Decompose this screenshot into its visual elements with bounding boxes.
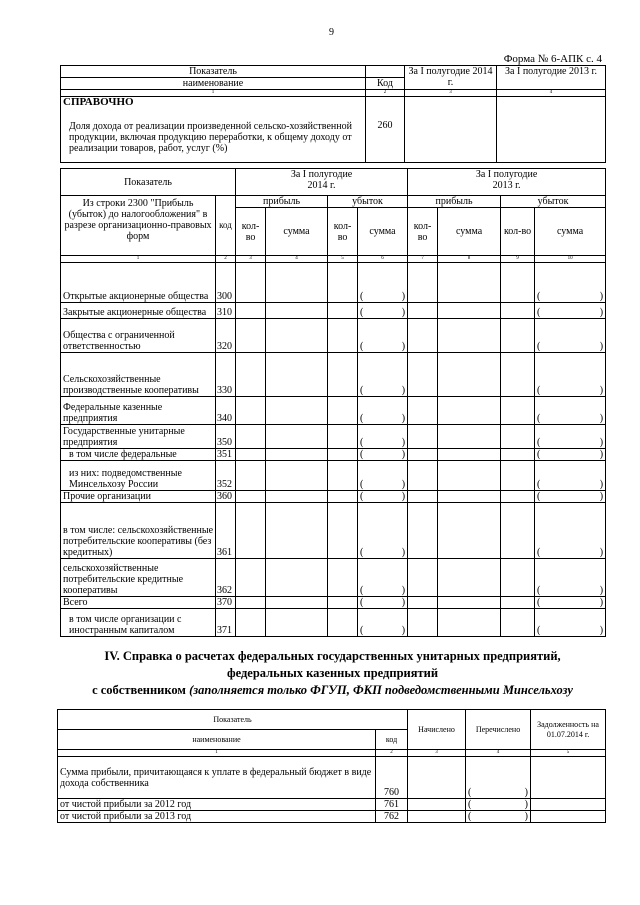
column-index: 6 (358, 256, 408, 263)
header-row-description: Из строки 2300 "Прибыль (убыток) до налогообложения" в разрезе организационно-правовых форм (61, 196, 216, 256)
row-code: 352 (216, 461, 236, 491)
negative-bracket: ( ) (360, 449, 406, 460)
value-cell[interactable] (358, 461, 408, 491)
negative-bracket: ( ) (468, 799, 529, 810)
column-index: 5 (328, 256, 358, 263)
table-row (61, 449, 606, 461)
negative-bracket: ( ) (360, 437, 406, 448)
row-code: 371 (216, 609, 236, 637)
value-cell[interactable] (236, 597, 266, 609)
value-cell[interactable] (466, 757, 531, 799)
header-indicator: Показатель (61, 66, 366, 78)
header-profit-2014: прибыль (236, 196, 328, 208)
value-cell[interactable] (438, 263, 501, 303)
value-cell[interactable] (408, 449, 438, 461)
value-cell[interactable] (438, 353, 501, 397)
negative-bracket: ( ) (537, 449, 604, 460)
column-index: 4 (497, 90, 606, 97)
header-loss-2014: убыток (328, 196, 408, 208)
negative-bracket: ( ) (537, 307, 604, 318)
row-label: Закрытые акционерные общества (61, 303, 216, 319)
value-cell[interactable] (328, 319, 358, 353)
row-label: в том числе федеральные (61, 449, 216, 461)
value-cell[interactable] (328, 303, 358, 319)
value-cell[interactable] (328, 491, 358, 503)
value-cell[interactable] (438, 559, 501, 597)
value-cell[interactable] (328, 559, 358, 597)
value-cell[interactable] (236, 319, 266, 353)
table-row (58, 757, 606, 799)
header-period-2014: За I полугодие 2014 г. (405, 66, 497, 90)
value-cell[interactable] (438, 303, 501, 319)
value-cell[interactable] (438, 503, 501, 559)
value-cell[interactable] (438, 597, 501, 609)
value-cell[interactable] (408, 757, 466, 799)
header-name: наименование (61, 78, 366, 90)
row-label: Государственные унитарные предприятия (61, 425, 216, 449)
header-count: кол-во (501, 208, 535, 256)
value-cell[interactable] (501, 263, 535, 303)
header-code: код (376, 730, 408, 750)
value-cell[interactable] (535, 609, 606, 637)
value-cell[interactable] (501, 609, 535, 637)
header-code: код (216, 196, 236, 256)
value-cell[interactable] (328, 609, 358, 637)
value-cell[interactable] (236, 303, 266, 319)
reference-cell (61, 97, 366, 163)
value-cell[interactable] (266, 319, 328, 353)
value-cell[interactable] (501, 491, 535, 503)
negative-bracket: ( ) (360, 385, 406, 396)
value-cell[interactable] (328, 449, 358, 461)
value-cell[interactable] (501, 559, 535, 597)
value-cell[interactable] (236, 397, 266, 425)
value-cell[interactable] (266, 425, 328, 449)
header-loss-2013: убыток (501, 196, 606, 208)
table-row (61, 491, 606, 503)
negative-bracket: ( ) (537, 625, 604, 636)
negative-bracket: ( ) (360, 341, 406, 352)
value-cell[interactable] (466, 799, 531, 811)
header-period-2013: За I полугодие 2013 г. (497, 66, 606, 90)
column-index: 5 (531, 750, 606, 757)
table-row (61, 425, 606, 449)
value-cell[interactable] (408, 303, 438, 319)
header-accrued: Начислено (408, 710, 466, 750)
negative-bracket: ( ) (537, 341, 604, 352)
value-cell[interactable] (358, 609, 408, 637)
value-cell[interactable] (358, 503, 408, 559)
value-cell[interactable] (328, 397, 358, 425)
row-label: Прочие организации (61, 491, 216, 503)
negative-bracket: ( ) (360, 307, 406, 318)
table-row (61, 503, 606, 559)
value-cell[interactable] (501, 303, 535, 319)
row-label: из них: подведомственные Минсельхозу России (61, 461, 216, 491)
row-code: 370 (216, 597, 236, 609)
value-cell[interactable] (438, 397, 501, 425)
value-cell[interactable] (535, 449, 606, 461)
column-index: 3 (236, 256, 266, 263)
value-cell[interactable] (408, 503, 438, 559)
value-cell[interactable] (438, 319, 501, 353)
negative-bracket: ( ) (360, 413, 406, 424)
value-cell[interactable] (408, 559, 438, 597)
row-label: в том числе организации с иностранным капиталом (61, 609, 216, 637)
column-index: 3 (405, 90, 497, 97)
value-cell[interactable] (438, 609, 501, 637)
page-number: 9 (329, 27, 334, 38)
value-cell[interactable] (236, 503, 266, 559)
table-row (61, 397, 606, 425)
table-row (61, 263, 606, 303)
value-cell[interactable] (535, 503, 606, 559)
value-cell[interactable] (408, 397, 438, 425)
value-cell[interactable] (408, 425, 438, 449)
value-cell[interactable] (328, 597, 358, 609)
value-cell[interactable] (535, 319, 606, 353)
value-cell[interactable] (535, 263, 606, 303)
row-label: Федеральные казенные предприятия (61, 397, 216, 425)
negative-bracket: ( ) (360, 585, 406, 596)
row-code: 351 (216, 449, 236, 461)
value-cell[interactable] (328, 461, 358, 491)
value-cell[interactable] (328, 425, 358, 449)
row-label: от чистой прибыли за 2013 год (58, 811, 376, 823)
value-cell[interactable] (266, 491, 328, 503)
value-cell[interactable] (358, 319, 408, 353)
negative-bracket: ( ) (537, 385, 604, 396)
negative-bracket: ( ) (468, 787, 529, 798)
header-sum: сумма (266, 208, 328, 256)
column-index: 8 (438, 256, 501, 263)
column-index: 9 (501, 256, 535, 263)
value-cell[interactable] (497, 97, 606, 163)
row-code: 340 (216, 397, 236, 425)
negative-bracket: ( ) (360, 291, 406, 302)
reference-title: СПРАВОЧНО (63, 96, 134, 108)
row-code: 320 (216, 319, 236, 353)
negative-bracket: ( ) (468, 811, 529, 822)
value-cell[interactable] (438, 491, 501, 503)
column-index: 1 (61, 256, 216, 263)
value-cell[interactable] (408, 263, 438, 303)
row-label: в том числе: сельскохозяйственные потребительские кооперативы (без кредитных) (61, 503, 216, 559)
row-label: Всего (61, 597, 216, 609)
value-cell[interactable] (531, 757, 606, 799)
value-cell[interactable] (358, 263, 408, 303)
section-iv-heading (60, 648, 605, 699)
negative-bracket: ( ) (537, 585, 604, 596)
value-cell[interactable] (408, 353, 438, 397)
value-cell[interactable] (408, 799, 466, 811)
header-sum: сумма (535, 208, 606, 256)
header-profit-2013: прибыль (408, 196, 501, 208)
value-cell[interactable] (358, 559, 408, 597)
header-sum: сумма (438, 208, 501, 256)
value-cell[interactable] (266, 449, 328, 461)
column-index: 1 (58, 750, 376, 757)
value-cell[interactable] (266, 263, 328, 303)
value-cell[interactable] (358, 491, 408, 503)
table-row (61, 461, 606, 491)
header-code: Код (366, 78, 405, 90)
reference-text: Доля дохода от реализации произведенной сельско-хозяйственной продукции, включая продукцию переработки, к общему доходу от реализации товаров, работ, услуг (%) (69, 121, 352, 154)
header-indicator: Показатель (61, 169, 236, 196)
value-cell[interactable] (328, 263, 358, 303)
value-cell[interactable] (531, 799, 606, 811)
value-cell[interactable] (405, 97, 497, 163)
table-row (61, 559, 606, 597)
column-index: 2 (376, 750, 408, 757)
value-cell[interactable] (535, 303, 606, 319)
value-cell[interactable] (408, 491, 438, 503)
table-row (58, 799, 606, 811)
reference-code: 260 (366, 97, 405, 163)
value-cell[interactable] (408, 461, 438, 491)
value-cell[interactable] (408, 597, 438, 609)
row-code: 362 (216, 559, 236, 597)
section-iv-line-1: IV. Справка о расчетах федеральных государственных унитарных предприятий, (104, 649, 561, 663)
row-code: 760 (376, 757, 408, 799)
value-cell[interactable] (535, 559, 606, 597)
value-cell[interactable] (266, 303, 328, 319)
bottom-table (57, 709, 606, 823)
negative-bracket: ( ) (537, 479, 604, 490)
value-cell[interactable] (535, 461, 606, 491)
section-iv-line-3: с собственником (заполняется только ФГУП, ФКП подведомственными Минсельхозу (92, 683, 573, 697)
value-cell[interactable] (266, 597, 328, 609)
value-cell[interactable] (408, 811, 466, 823)
value-cell[interactable] (236, 425, 266, 449)
value-cell[interactable] (531, 811, 606, 823)
negative-bracket: ( ) (360, 625, 406, 636)
value-cell[interactable] (358, 303, 408, 319)
value-cell[interactable] (236, 263, 266, 303)
row-code: 330 (216, 353, 236, 397)
column-index: 4 (466, 750, 531, 757)
value-cell[interactable] (438, 425, 501, 449)
value-cell[interactable] (266, 503, 328, 559)
row-code: 310 (216, 303, 236, 319)
value-cell[interactable] (501, 503, 535, 559)
negative-bracket: ( ) (537, 291, 604, 302)
value-cell[interactable] (501, 597, 535, 609)
row-code: 360 (216, 491, 236, 503)
value-cell[interactable] (408, 609, 438, 637)
main-table (60, 168, 606, 637)
row-label: Открытые акционерные общества (61, 263, 216, 303)
negative-bracket: ( ) (537, 413, 604, 424)
value-cell[interactable] (535, 597, 606, 609)
value-cell[interactable] (501, 425, 535, 449)
value-cell[interactable] (236, 449, 266, 461)
column-index: 2 (216, 256, 236, 263)
row-code: 300 (216, 263, 236, 303)
row-code: 361 (216, 503, 236, 559)
row-label: Общества с ограниченной ответственностью (61, 319, 216, 353)
value-cell[interactable] (358, 353, 408, 397)
table-row (61, 597, 606, 609)
column-index: 2 (366, 90, 405, 97)
negative-bracket: ( ) (537, 597, 604, 608)
column-index: 7 (408, 256, 438, 263)
value-cell[interactable] (535, 397, 606, 425)
table-row (61, 303, 606, 319)
header-period-2014: За I полугодие 2014 г. (236, 169, 408, 196)
value-cell[interactable] (236, 491, 266, 503)
column-index: 3 (408, 750, 466, 757)
negative-bracket: ( ) (537, 437, 604, 448)
negative-bracket: ( ) (537, 547, 604, 558)
negative-bracket: ( ) (360, 491, 406, 502)
table-row (61, 609, 606, 637)
value-cell[interactable] (236, 609, 266, 637)
top-table (60, 65, 606, 163)
row-label: Сельскохозяйственные производственные кооперативы (61, 353, 216, 397)
value-cell[interactable] (266, 397, 328, 425)
header-count: кол-во (408, 208, 438, 256)
value-cell[interactable] (358, 425, 408, 449)
column-index: 4 (266, 256, 328, 263)
value-cell[interactable] (535, 491, 606, 503)
value-cell[interactable] (266, 609, 328, 637)
value-cell[interactable] (236, 353, 266, 397)
value-cell[interactable] (358, 597, 408, 609)
value-cell[interactable] (358, 397, 408, 425)
header-count: кол-во (328, 208, 358, 256)
value-cell[interactable] (236, 559, 266, 597)
header-period-2013: За I полугодие 2013 г. (408, 169, 606, 196)
negative-bracket: ( ) (360, 547, 406, 558)
row-code: 350 (216, 425, 236, 449)
table-row (61, 319, 606, 353)
value-cell[interactable] (501, 353, 535, 397)
table-row (58, 811, 606, 823)
section-iv-line-2: федеральных казенных предприятий (226, 666, 439, 680)
row-code: 762 (376, 811, 408, 823)
value-cell[interactable] (266, 461, 328, 491)
row-code: 761 (376, 799, 408, 811)
value-cell[interactable] (236, 461, 266, 491)
header-name: наименование (58, 730, 376, 750)
header-debt: Задолженность на 01.07.2014 г. (531, 710, 606, 750)
column-index: 10 (535, 256, 606, 263)
value-cell[interactable] (501, 449, 535, 461)
value-cell[interactable] (501, 461, 535, 491)
row-label: сельскохозяйственные потребительские кредитные кооперативы (61, 559, 216, 597)
header-indicator: Показатель (58, 710, 408, 730)
value-cell[interactable] (438, 449, 501, 461)
header-count: кол-во (236, 208, 266, 256)
row-label: от чистой прибыли за 2012 год (58, 799, 376, 811)
value-cell[interactable] (438, 461, 501, 491)
value-cell[interactable] (328, 353, 358, 397)
value-cell[interactable] (535, 353, 606, 397)
negative-bracket: ( ) (537, 491, 604, 502)
header-transferred: Перечислено (466, 710, 531, 750)
form-label: Форма № 6-АПК с. 4 (503, 53, 602, 65)
value-cell[interactable] (501, 397, 535, 425)
value-cell[interactable] (501, 319, 535, 353)
column-index: 1 (61, 90, 366, 97)
header-sum: сумма (358, 208, 408, 256)
value-cell[interactable] (408, 319, 438, 353)
value-cell[interactable] (358, 449, 408, 461)
negative-bracket: ( ) (360, 597, 406, 608)
value-cell[interactable] (266, 559, 328, 597)
value-cell[interactable] (328, 503, 358, 559)
value-cell[interactable] (266, 353, 328, 397)
row-label: Сумма прибыли, причитающаяся к уплате в федеральный бюджет в виде дохода собственника (58, 757, 376, 799)
value-cell[interactable] (466, 811, 531, 823)
value-cell[interactable] (535, 425, 606, 449)
negative-bracket: ( ) (360, 479, 406, 490)
table-row (61, 353, 606, 397)
